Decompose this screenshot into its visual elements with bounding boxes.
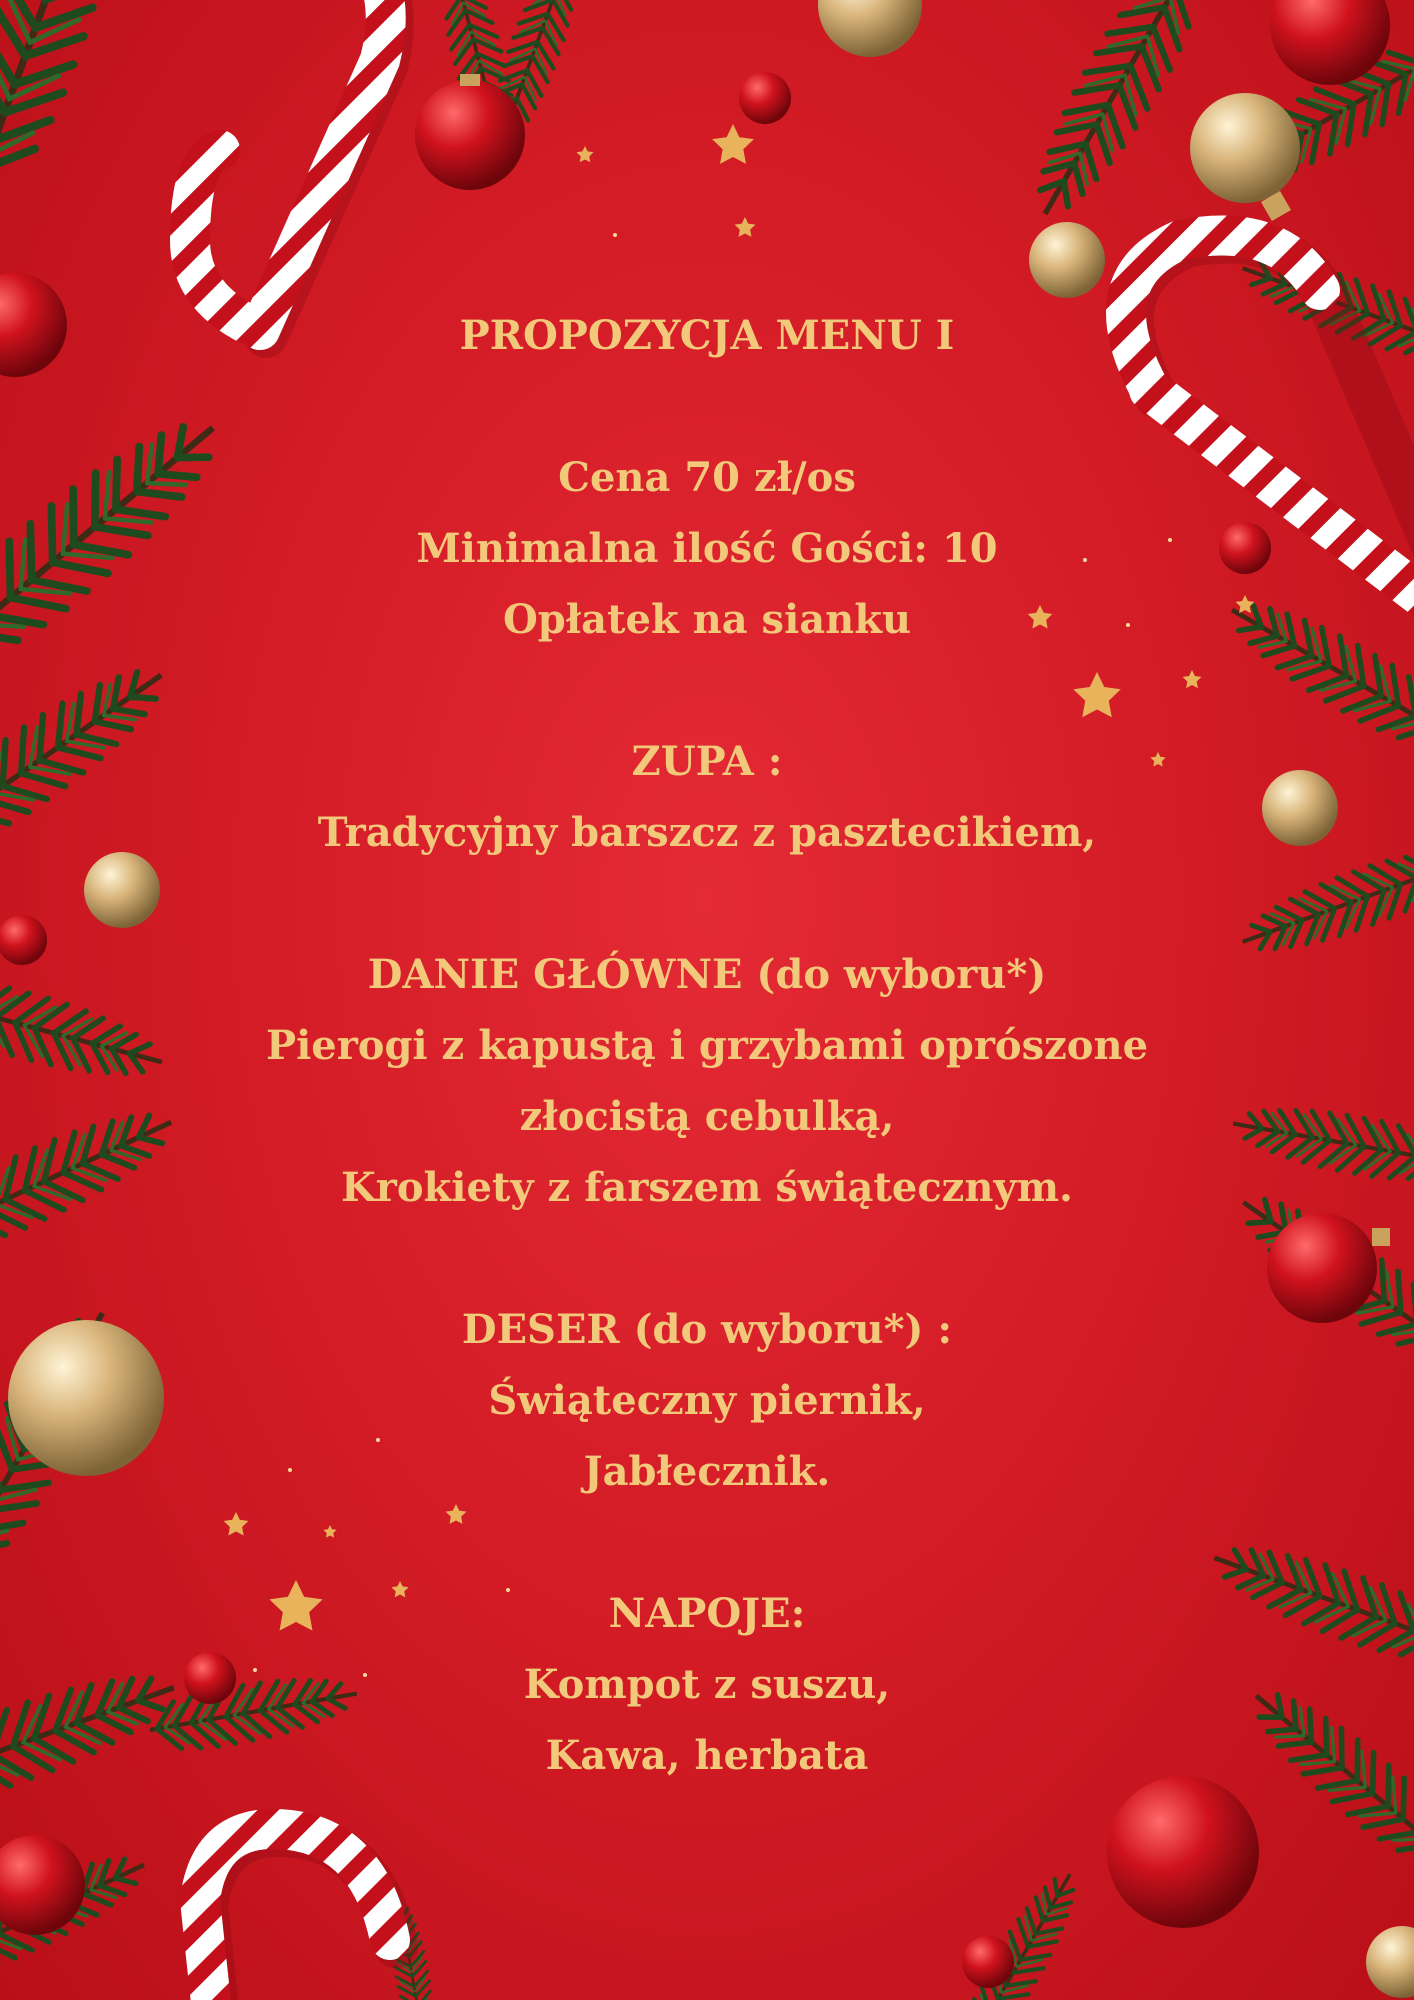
fir-branch-icon — [0, 0, 148, 196]
star-icon — [735, 217, 756, 237]
ornament-icon — [1107, 1776, 1259, 1928]
menu-title: PROPOZYCJA MENU I — [459, 312, 955, 359]
wafer-note: Opłatek na sianku — [502, 596, 912, 643]
main-course-item: złocistą cebulką, — [519, 1093, 895, 1140]
spacer — [180, 1223, 1234, 1294]
ornament-icon — [818, 0, 922, 57]
ornament-icon — [1190, 93, 1300, 221]
fir-branch-icon — [1014, 0, 1211, 232]
fir-branch-icon — [0, 1654, 186, 1814]
price: Cena 70 zł/os — [558, 454, 856, 501]
ornament-icon — [1029, 222, 1105, 298]
drinks-item: Kompot z suszu, — [523, 1661, 891, 1708]
ornament-icon — [962, 1936, 1014, 1988]
fir-branch-icon — [1236, 1671, 1414, 1874]
drinks-item: Kawa, herbata — [545, 1732, 869, 1779]
soup-item: Tradycyjny barszcz z pasztecikiem, — [317, 809, 1097, 856]
main-course-item: Pierogi z kapustą i grzybami oprószone — [265, 1022, 1149, 1069]
ornament-icon — [1270, 0, 1390, 85]
min-guests: Minimalna ilość Gości: 10 — [416, 525, 998, 572]
spacer — [180, 655, 1234, 726]
spacer — [180, 1507, 1234, 1578]
fir-branch-icon — [1233, 844, 1414, 968]
fir-branch-icon — [0, 969, 170, 1093]
ornament-icon — [0, 915, 47, 965]
fir-branch-icon — [1204, 1528, 1414, 1670]
ornament-icon — [739, 72, 791, 124]
ornament-icon — [84, 852, 160, 928]
menu-text — [180, 300, 1234, 1791]
soup-heading: ZUPA : — [631, 738, 783, 785]
spacer — [180, 868, 1234, 939]
main-course-item: Krokiety z farszem świątecznym. — [341, 1164, 1073, 1211]
ornament-icon — [0, 273, 67, 377]
fir-branch-icon — [1228, 1096, 1414, 1188]
ornament-icon — [1262, 770, 1338, 846]
ornament-icon — [1366, 1926, 1414, 1998]
spacer — [180, 371, 1234, 442]
drinks-heading: NAPOJE: — [608, 1590, 806, 1637]
fir-branch-icon — [0, 646, 182, 860]
star-icon — [576, 146, 593, 162]
star-icon — [1236, 595, 1255, 613]
ornament-icon — [8, 1320, 164, 1476]
main-course-heading: DANIE GŁÓWNE (do wyboru*) — [367, 951, 1047, 998]
candy-cane-icon — [190, 0, 392, 336]
candy-cane-icon — [200, 1829, 396, 2000]
fir-branch-icon — [0, 1091, 185, 1260]
dessert-item: Świąteczny piernik, — [488, 1377, 926, 1424]
dessert-item: Jabłecznik. — [583, 1448, 831, 1495]
dessert-heading: DESER (do wyboru*) : — [461, 1306, 953, 1353]
star-icon — [712, 124, 754, 164]
